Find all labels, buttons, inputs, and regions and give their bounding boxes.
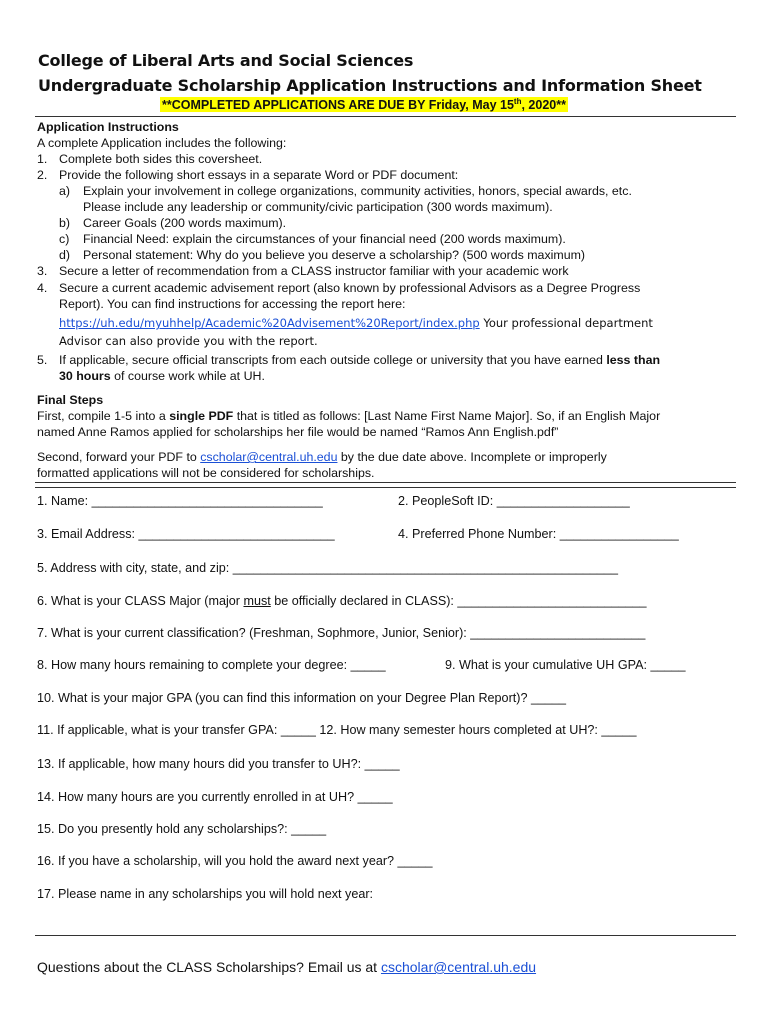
due-date-suffix: , 2020** <box>521 98 566 113</box>
sub-item <box>59 232 566 247</box>
item-text: Complete both sides this coversheet. <box>59 152 263 166</box>
paragraph-text: by the due date above. Incomplete or improperly <box>337 450 607 464</box>
sub-item-text: Financial Need: explain the circumstances of your financial need (200 words maximum). <box>83 232 566 246</box>
scholarship-next-year-field[interactable]: 16. If you have a scholarship, will you hold the award next year? _____ <box>37 854 433 868</box>
final-steps-paragraph-line: named Anne Ramos applied for scholarships her file would be named “Ramos Ann English.pdf” <box>37 425 559 439</box>
list-item <box>37 168 458 183</box>
hours-remaining-field[interactable]: 8. How many hours remaining to complete your degree: _____ <box>37 658 386 672</box>
due-date-sup: th <box>513 97 522 106</box>
email-address-field[interactable]: 3. Email Address: ____________________________ <box>37 527 335 541</box>
item-text: Secure a current academic advisement report (also known by professional Advisors as a Degree Progress <box>59 281 641 295</box>
sub-item-label: c) <box>59 232 70 246</box>
form-divider <box>35 482 736 488</box>
instructions-heading: Application Instructions <box>37 120 179 134</box>
field-text: 6. What is your CLASS Major (major <box>37 594 244 608</box>
list-item <box>37 281 640 296</box>
item-text: Provide the following short essays in a separate Word or PDF document: <box>59 168 459 182</box>
peoplesoft-id-field[interactable]: 2. PeopleSoft ID: ___________________ <box>398 494 630 508</box>
item-text: of course work while at UH. <box>110 369 265 383</box>
item-text: Secure a letter of recommendation from a CLASS instructor familiar with your academic work <box>59 264 569 278</box>
sub-item <box>59 216 286 231</box>
sub-item <box>59 184 632 199</box>
class-major-field[interactable] <box>37 594 647 608</box>
paragraph-text: that is titled as follows: [Last Name First Name Major]. So, if an English Major <box>233 409 661 423</box>
final-steps-paragraph <box>37 450 607 465</box>
due-date-banner <box>160 97 568 112</box>
field-text: be officially declared in CLASS): ___________________________ <box>270 594 647 608</box>
enrolled-hours-field[interactable]: 14. How many hours are you currently enrolled in at UH? _____ <box>37 790 393 804</box>
item-number: 3. <box>37 264 48 278</box>
major-gpa-field[interactable]: 10. What is your major GPA (you can find this information on your Degree Plan Report)? _____ <box>37 691 566 705</box>
classification-field[interactable]: 7. What is your current classification? (Freshman, Sophmore, Junior, Senior): _________________________ <box>37 626 646 640</box>
header-divider <box>35 116 736 117</box>
paragraph-text: Second, forward your PDF to <box>37 450 201 464</box>
item-continuation <box>59 369 265 384</box>
item-number: 1. <box>37 152 48 166</box>
current-scholarships-field[interactable]: 15. Do you presently hold any scholarships?: _____ <box>37 822 327 836</box>
address-field[interactable]: 5. Address with city, state, and zip: _______________________________________________________ <box>37 561 618 575</box>
item-bold-text: less than <box>606 353 661 367</box>
final-steps-heading: Final Steps <box>37 393 104 407</box>
item-text: Your professional department <box>479 316 653 330</box>
cumulative-gpa-field[interactable]: 9. What is your cumulative UH GPA: _____ <box>445 658 686 672</box>
document-title: Undergraduate Scholarship Application Instructions and Information Sheet <box>38 76 702 95</box>
paragraph-text: First, compile 1-5 into a <box>37 409 170 423</box>
instructions-intro: A complete Application includes the following: <box>37 136 287 150</box>
college-title: College of Liberal Arts and Social Sciences <box>38 51 414 70</box>
transfer-hours-field[interactable]: 13. If applicable, how many hours did you transfer to UH?: _____ <box>37 757 400 771</box>
item-number: 2. <box>37 168 48 182</box>
footer-divider <box>35 935 736 936</box>
paragraph-bold-text: single PDF <box>169 409 234 423</box>
email-link[interactable]: cscholar@central.uh.edu <box>200 450 338 464</box>
scholarship-names-field[interactable]: 17. Please name in any scholarships you will hold next year: <box>37 887 374 901</box>
footer-email-link[interactable]: cscholar@central.uh.edu <box>380 959 537 975</box>
item-text: If applicable, secure official transcripts from each outside college or university that you have earned <box>59 353 607 367</box>
item-continuation: Advisor can also provide you with the report. <box>59 334 318 348</box>
transfer-gpa-field[interactable]: 11. If applicable, what is your transfer GPA: _____ 12. How many semester hours completed at UH?: _____ <box>37 723 637 737</box>
sub-item-label: d) <box>59 248 71 262</box>
final-steps-paragraph-line: formatted applications will not be considered for scholarships. <box>37 466 375 480</box>
sub-item-label: a) <box>59 184 71 198</box>
sub-item-continuation: Please include any leadership or community/civic participation (300 words maximum). <box>83 200 553 214</box>
footer-contact <box>37 959 536 975</box>
item-bold-text: 30 hours <box>59 369 111 383</box>
name-field[interactable]: 1. Name: _________________________________ <box>37 494 323 508</box>
field-underlined-text: must <box>243 594 271 608</box>
item-number: 4. <box>37 281 48 295</box>
item-number: 5. <box>37 353 48 367</box>
item-continuation: Report). You can find instructions for accessing the report here: <box>59 297 406 311</box>
list-item <box>37 264 569 279</box>
list-item <box>37 152 262 167</box>
advisement-report-link[interactable]: https://uh.edu/myuhhelp/Academic%20Advisement%20Report/index.php <box>59 316 480 330</box>
list-item <box>37 353 660 368</box>
phone-number-field[interactable]: 4. Preferred Phone Number: _________________ <box>398 527 679 541</box>
sub-item-text: Personal statement: Why do you believe you deserve a scholarship? (500 words maximum) <box>83 248 586 262</box>
sub-item-label: b) <box>59 216 71 230</box>
sub-item-text: Explain your involvement in college organizations, community activities, honors, special awards, etc. <box>83 184 632 198</box>
item-link-line <box>59 316 653 331</box>
final-steps-paragraph <box>37 409 660 424</box>
sub-item-text: Career Goals (200 words maximum). <box>83 216 287 230</box>
due-date-text: **COMPLETED APPLICATIONS ARE DUE BY Friday, May 15 <box>162 98 514 113</box>
sub-item <box>59 248 585 263</box>
footer-text: Questions about the CLASS Scholarships? Email us at <box>37 959 381 975</box>
